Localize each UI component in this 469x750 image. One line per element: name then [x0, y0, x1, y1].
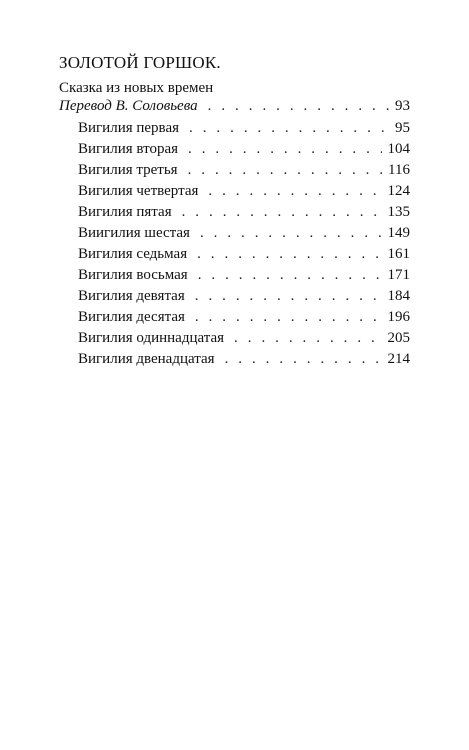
toc-page-number: 149 [387, 225, 410, 241]
dot-leader [208, 183, 381, 200]
toc-row-translator [59, 98, 410, 118]
dot-leader [195, 309, 382, 326]
toc-page-number: 124 [387, 183, 410, 199]
toc-row [78, 162, 410, 182]
dot-leader [195, 288, 382, 305]
toc-page-number: 184 [387, 288, 410, 304]
toc-row [78, 120, 410, 140]
dot-leader [234, 330, 381, 347]
toc-page-number: 171 [387, 267, 410, 283]
dot-leader [188, 141, 382, 158]
section-title: ЗОЛОТОЙ ГОРШОК. [59, 53, 221, 72]
toc-label: Виигилия шестая [78, 225, 190, 241]
toc-label: Вигилия двенадцатая [78, 351, 215, 367]
toc-page-number: 205 [387, 330, 410, 346]
toc-label: Вигилия первая [78, 120, 180, 136]
toc-label: Вигилия десятая [78, 309, 185, 325]
toc-row [78, 141, 410, 161]
dot-leader [197, 246, 381, 263]
toc-page-number: 116 [388, 162, 410, 178]
section-subtitle: Сказка из новых времен [59, 80, 214, 96]
toc-row [78, 183, 410, 203]
toc-row [78, 330, 410, 350]
toc-label: Вигилия пятая [78, 204, 172, 220]
toc-label: Перевод В. Соловьева [59, 98, 198, 114]
dot-leader [188, 162, 382, 179]
toc-page-number: 214 [387, 351, 410, 367]
toc-label: Вигилия третья [78, 162, 178, 178]
toc-page-number: 135 [387, 204, 410, 220]
toc-label: Вигилия девятая [78, 288, 185, 304]
toc-row [78, 204, 410, 224]
toc-label: Вигилия вторая [78, 141, 178, 157]
toc-page-number: 93 [395, 98, 410, 114]
toc-label: Вигилия седьмая [78, 246, 188, 262]
toc-page-number: 161 [387, 246, 410, 262]
toc-label: Вигилия восьмая [78, 267, 188, 283]
dot-leader [225, 351, 382, 368]
toc-row [78, 246, 410, 266]
toc-row [78, 309, 410, 329]
toc-label: Вигилия одиннадцатая [78, 330, 225, 346]
toc-label: Вигилия четвертая [78, 183, 199, 199]
toc-page-number: 196 [387, 309, 410, 325]
dot-leader [198, 267, 382, 284]
toc-page-number: 95 [395, 120, 410, 136]
toc-row [78, 288, 410, 308]
dot-leader [200, 225, 382, 242]
dot-leader [189, 120, 389, 137]
toc-row [78, 225, 410, 245]
toc-row [78, 351, 410, 371]
toc-row [78, 267, 410, 287]
toc-page-number: 104 [387, 141, 410, 157]
dot-leader [208, 98, 389, 115]
dot-leader [182, 204, 382, 221]
